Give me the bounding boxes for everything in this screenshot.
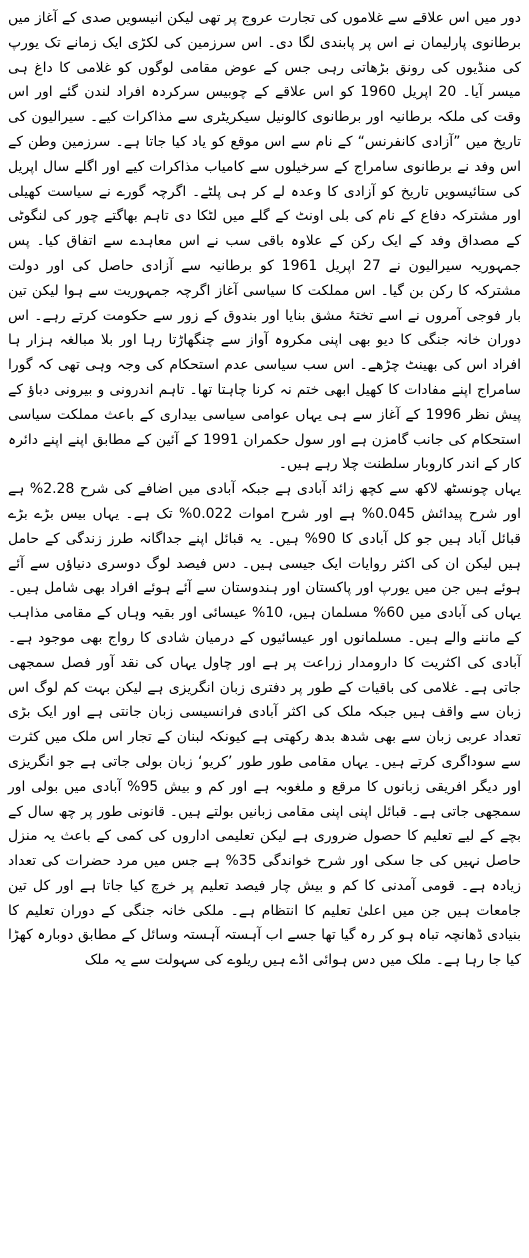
paragraph-history: دور میں اس علاقے سے غلاموں کی تجارت عروج پر تھی لیکن انیسویں صدی کے آغاز میں برطانوی پارلیمان نے اس پر پابندی لگا دی۔ اس سرزمین کی لکڑی ایک زمانے تک یورپ کی منڈیوں کی رونق بڑھاتی رہی جس کے عوض مقامی لوگوں کو غلامی کا داغ ہی میسر آیا۔ 20 اپریل 1960 کو اس علاقے کے چوبیس سرکردہ افراد لندن گئے اور اس وقت کی ملکہ برطانیہ اور برطانوی کالونیل سیکریٹری سے مذاکرات کیے۔ سیرالیون کی تاریخ میں ”آزادی کانفرنس“ کے نام سے اس موقع کو یاد کیا جاتا ہے۔ سرزمین وطن کے اس وفد نے برطانوی سامراج کے سرخیلوں سے کامیاب مذاکرات کیے اور اگلے سال اپریل کی ستائیسویں تاریخ کو آزادی کا وعدہ لے کر ہی پلٹے۔ اگرچہ گورے نے سیاست کھیلی اور مشترکہ دفاع کے نام کی بلی اونٹ کے گلے میں لٹکا دی تاہم بھاگتے چور کی لنگوٹی کے مصداق وفد کے ایک رکن کے علاوہ باقی سب نے اس معاہدے سے اتفاق کیا۔ پس جمہوریہ سیرالیون نے 27 اپریل 1961 کو برطانیہ سے آزادی حاصل کی اور دولت مشترکہ کا رکن بن گیا۔ اس مملکت کا سیاسی آغاز اگرچہ جمہوریت سے ہوا لیکن تین بار فوجی آمروں نے اسے تختۂ مشق بنایا اور بندوق کے زور سے حکومت کرتے رہے۔ اس دوران خانہ جنگی کا دیو بھی اپنی مکروہ آواز سے چنگھاڑتا رہا اور بلا مبالغہ ہزار ہا افراد اس کی بھینٹ چڑھے۔ اس سب سیاسی عدم استحکام کی وجہ وہی تھی کہ گورا سامراج اپنے مفادات کا کھیل ابھی ختم نہ کرنا چاہتا تھا۔ تاہم اندرونی و بیرونی دباؤ کے پیش نظر 1996 کے آغاز سے ہی یہاں عوامی سیاسی بیداری کے باعث مملکت سیاسی استحکام کی جانب گامزن ہے اور سول حکمران 1991 کے آئین کے مطابق اپنے اپنے دائرہ کار کے اندر کاروبار سلطنت چلا رہے ہیں۔ [8,10,521,473]
paragraph-demographics: یہاں چونسٹھ لاکھ سے کچھ زائد آبادی ہے جبکہ آبادی میں اضافے کی شرح 2.28% ہے اور شرح پیدائش 0.045% ہے اور شرح اموات 0.022% تک ہے۔ یہاں بیس بڑے بڑے قبائل آباد ہیں جو کل آبادی کا 90% ہیں۔ یہ قبائل اپنے جداگانہ طرز زندگی کے حامل ہیں لیکن ان کی اکثر روایات ایک جیسی ہیں۔ دس فیصد لوگ دوسری دنیاؤں سے آئے ہوئے ہیں جن میں یورپ اور پاکستان اور ہندوستان سے آئے ہوئے افراد بھی شامل ہیں۔ یہاں کی آبادی میں 60% مسلمان ہیں، 10% عیسائی اور بقیہ وہاں کے مقامی مذاہب کے ماننے والے ہیں۔ مسلمانوں اور عیسائیوں کے درمیان شادی کا رواج بھی موجود ہے۔ آبادی کی اکثریت کا دارومدار زراعت پر ہے اور چاول یہاں کی نقد آور فصل سمجھی جاتی ہے۔ غلامی کی باقیات کے طور پر دفتری زبان انگریزی ہے لیکن بہت کم لوگ اس زبان سے واقف ہیں جبکہ ملک کی اکثر آبادی فرانسیسی زبان جانتی ہے اور ایک بڑی تعداد عربی زبان سے بھی شدھ بدھ رکھتی ہے کیونکہ لبنان کے تجار اس ملک میں کثرت سے سوداگری کرتے ہیں۔ یہاں مقامی طور طور ’کریو‘ زبان بولی جاتی ہے جو انگریزی اور دیگر افریقی زبانوں کا مرقع و ملغوبہ ہے اور کم و بیش 95% آبادی میں بولی اور سمجھی جاتی ہے۔ قبائل اپنی اپنی مقامی زبانیں بولتے ہیں۔ قانونی طور پر چھ سال کے بچے کے لیے تعلیم کا حصول ضروری ہے لیکن تعلیمی اداروں کی کمی کے باعث یہ منزل حاصل نہیں کی جا سکی اور شرح خواندگی 35% ہے جس میں مرد حضرات کی تعداد زیادہ ہے۔ قومی آمدنی کا کم و بیش چار فیصد تعلیم پر خرچ کیا جاتا ہے اور کل تین جامعات ہیں جن میں اعلیٰ تعلیم کا انتظام ہے۔ ملکی خانہ جنگی کے دوران تعلیم کا بنیادی ڈھانچہ تباہ ہو کر رہ گیا تھا جسے اب آہستہ آہستہ وسائل کے مطابق دوبارہ کھڑا کیا جا رہا ہے۔ ملک میں دس ہوائی اڈے ہیں ریلوے کی سہولت سے یہ ملک [8,481,522,969]
